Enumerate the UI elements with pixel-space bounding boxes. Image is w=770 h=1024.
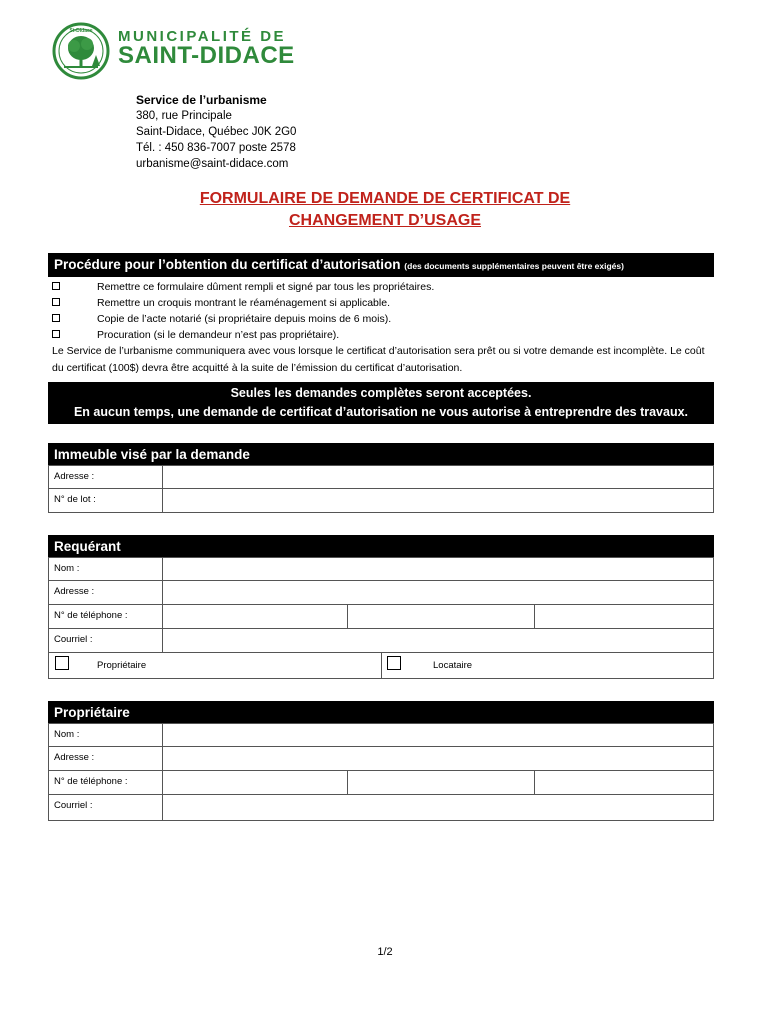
list-item [52, 295, 712, 311]
immeuble-heading: Immeuble visé par la demande [48, 443, 714, 465]
requerant-phone-input-2[interactable] [350, 607, 532, 625]
service-contact [136, 92, 296, 172]
divider [347, 771, 348, 794]
requerant-email-row [48, 629, 714, 653]
requerant-phone-row [48, 605, 714, 629]
service-address: 380, rue Principale [136, 110, 232, 122]
service-city: Saint-Didace, Québec J0K 2G0 [136, 126, 297, 138]
proprietaire-email-row [48, 795, 714, 821]
divider [162, 795, 163, 820]
form-title-line1: FORMULAIRE DE DEMANDE DE CERTIFICAT DE [199, 190, 571, 207]
proprietaire-phone-row [48, 771, 714, 795]
brand-top: MUNICIPALITÉ DE [118, 28, 287, 45]
divider [347, 605, 348, 628]
checkbox-bullet-icon [52, 314, 60, 322]
divider [162, 771, 163, 794]
procedure-paragraph: Le Service de l’urbanisme communiquera avec vous lorsque le certificat d’autorisation sera prêt ou si votre demande est incomplète. Le coût du certificat (100$) devra être acquitté à la suite de l’émission du certificat d’autorisation. [52, 345, 705, 374]
requerant-address-row [48, 581, 714, 605]
service-email: urbanisme@saint-didace.com [136, 158, 289, 170]
divider [534, 605, 535, 628]
proprietaire-name-row [48, 723, 714, 747]
requerant-address-input[interactable] [165, 583, 711, 601]
proprietaire-phone-input-3[interactable] [537, 773, 711, 791]
owner-checkbox-label: Propriétaire [97, 660, 147, 671]
proprietaire-email-label: Courriel : [54, 800, 93, 811]
procedure-list [52, 279, 712, 343]
requerant-email-label: Courriel : [54, 634, 93, 645]
checkbox-bullet-icon [52, 298, 60, 306]
requerant-name-label: Nom : [54, 563, 80, 574]
immeuble-address-input[interactable] [165, 468, 711, 486]
procedure-heading [48, 253, 714, 277]
requerant-address-label: Adresse : [54, 586, 95, 597]
form-title [0, 188, 770, 232]
divider [534, 771, 535, 794]
proprietaire-phone-input-1[interactable] [165, 773, 345, 791]
list-item [52, 311, 712, 327]
procedure-item-text: Procuration (si le demandeur n’est pas propriétaire). [97, 329, 340, 341]
immeuble-lot-label: N° de lot : [54, 494, 96, 505]
proprietaire-phone-label: N° de téléphone : [54, 776, 128, 787]
divider [162, 629, 163, 652]
divider [162, 581, 163, 604]
list-item [52, 279, 712, 295]
logo-text: St-Didace [69, 28, 93, 34]
notice-banner [48, 382, 714, 424]
tenant-checkbox-label: Locataire [433, 660, 473, 671]
tenant-checkbox[interactable] [387, 656, 401, 670]
immeuble-address-label: Adresse : [54, 471, 95, 482]
list-item [52, 327, 712, 343]
procedure-item-text: Copie de l’acte notarié (si propriétaire depuis moins de 6 mois). [97, 313, 392, 325]
procedure-item-text: Remettre un croquis montrant le réaménagement si applicable. [97, 297, 390, 309]
immeuble-lot-row [48, 489, 714, 513]
service-phone: Tél. : 450 836-7007 poste 2578 [136, 142, 296, 154]
requerant-name-row [48, 557, 714, 581]
requerant-email-input[interactable] [165, 631, 711, 649]
divider [162, 605, 163, 628]
requerant-phone-input-3[interactable] [537, 607, 711, 625]
requerant-status-row [48, 653, 714, 679]
procedure-heading-text: Procédure pour l’obtention du certificat d’autorisation [54, 257, 401, 272]
service-title: Service de l’urbanisme [136, 93, 267, 107]
checkbox-bullet-icon [52, 330, 60, 338]
procedure-heading-note: (des documents supplémentaires peuvent être exigés) [404, 261, 624, 271]
divider [162, 747, 163, 770]
page-number: 1/2 [377, 946, 393, 958]
divider [162, 724, 163, 746]
divider [381, 653, 382, 678]
brand-main: SAINT-DIDACE [118, 42, 295, 69]
requerant-phone-label: N° de téléphone : [54, 610, 128, 621]
immeuble-lot-input[interactable] [165, 491, 711, 509]
checkbox-bullet-icon [52, 282, 60, 290]
proprietaire-address-input[interactable] [165, 749, 711, 767]
requerant-phone-input-1[interactable] [165, 607, 345, 625]
divider [162, 466, 163, 488]
proprietaire-heading: Propriétaire [48, 701, 714, 723]
proprietaire-email-input[interactable] [165, 797, 711, 815]
proprietaire-name-label: Nom : [54, 729, 80, 740]
proprietaire-name-input[interactable] [165, 726, 711, 744]
proprietaire-address-row [48, 747, 714, 771]
proprietaire-address-label: Adresse : [54, 752, 95, 763]
municipality-logo [52, 22, 110, 80]
procedure-item-text: Remettre ce formulaire dûment rempli et signé par tous les propriétaires. [97, 281, 435, 293]
notice-line2: En aucun temps, une demande de certificat d’autorisation ne vous autorise à entreprendre des travaux. [73, 405, 689, 419]
owner-checkbox[interactable] [55, 656, 69, 670]
requerant-heading: Requérant [48, 535, 714, 557]
form-title-line2: CHANGEMENT D’USAGE [288, 212, 481, 229]
immeuble-address-row [48, 465, 714, 489]
requerant-name-input[interactable] [165, 560, 711, 578]
divider [162, 489, 163, 512]
proprietaire-phone-input-2[interactable] [350, 773, 532, 791]
notice-line1: Seules les demandes complètes seront acceptées. [230, 386, 532, 400]
divider [162, 558, 163, 580]
